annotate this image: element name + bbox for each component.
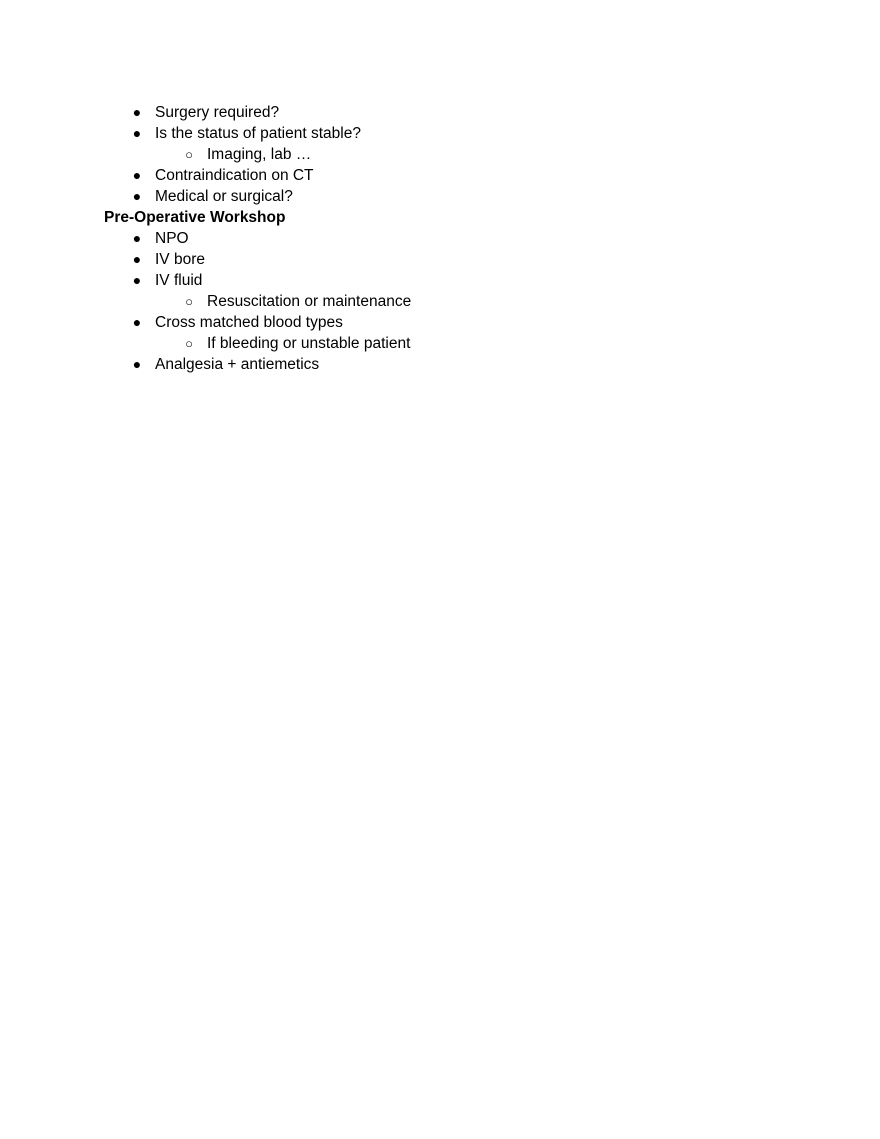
bullet-icon: ●	[132, 125, 142, 141]
list-item-text: IV fluid	[155, 272, 203, 289]
bullet-icon: ●	[132, 167, 142, 183]
hollow-bullet-icon: ○	[185, 294, 193, 309]
list-item-text: Contraindication on CT	[155, 167, 314, 184]
list-item-text: Medical or surgical?	[155, 188, 293, 205]
sub-list-item-text: If bleeding or unstable patient	[207, 335, 411, 352]
list-item	[132, 312, 343, 333]
list-item	[132, 102, 280, 123]
sub-list-item	[185, 291, 412, 312]
list-item-text: NPO	[155, 230, 189, 247]
sub-list-item	[185, 144, 312, 165]
list-item-text: Surgery required?	[155, 104, 280, 121]
list-item-text: IV bore	[155, 251, 205, 268]
bullet-icon: ●	[132, 188, 142, 204]
bullet-icon: ●	[132, 104, 142, 120]
sub-list-item-text: Resuscitation or maintenance	[207, 293, 412, 310]
list-item-text: Is the status of patient stable?	[155, 125, 361, 142]
section-heading: Pre-Operative Workshop	[104, 209, 286, 226]
sub-list-item	[185, 333, 411, 354]
list-item	[132, 354, 320, 375]
list-item	[132, 249, 205, 270]
bullet-icon: ●	[132, 356, 142, 372]
list-item	[132, 270, 203, 291]
hollow-bullet-icon: ○	[185, 336, 193, 351]
list-item	[132, 165, 314, 186]
bullet-icon: ●	[132, 230, 142, 246]
list-item	[132, 228, 189, 249]
sub-list-item-text: Imaging, lab …	[207, 146, 312, 163]
bullet-icon: ●	[132, 272, 142, 288]
list-item	[132, 123, 361, 144]
list-item-text: Cross matched blood types	[155, 314, 343, 331]
hollow-bullet-icon: ○	[185, 147, 193, 162]
list-item-text: Analgesia + antiemetics	[155, 356, 320, 373]
bullet-icon: ●	[132, 251, 142, 267]
bullet-icon: ●	[132, 314, 142, 330]
list-item	[132, 186, 293, 207]
